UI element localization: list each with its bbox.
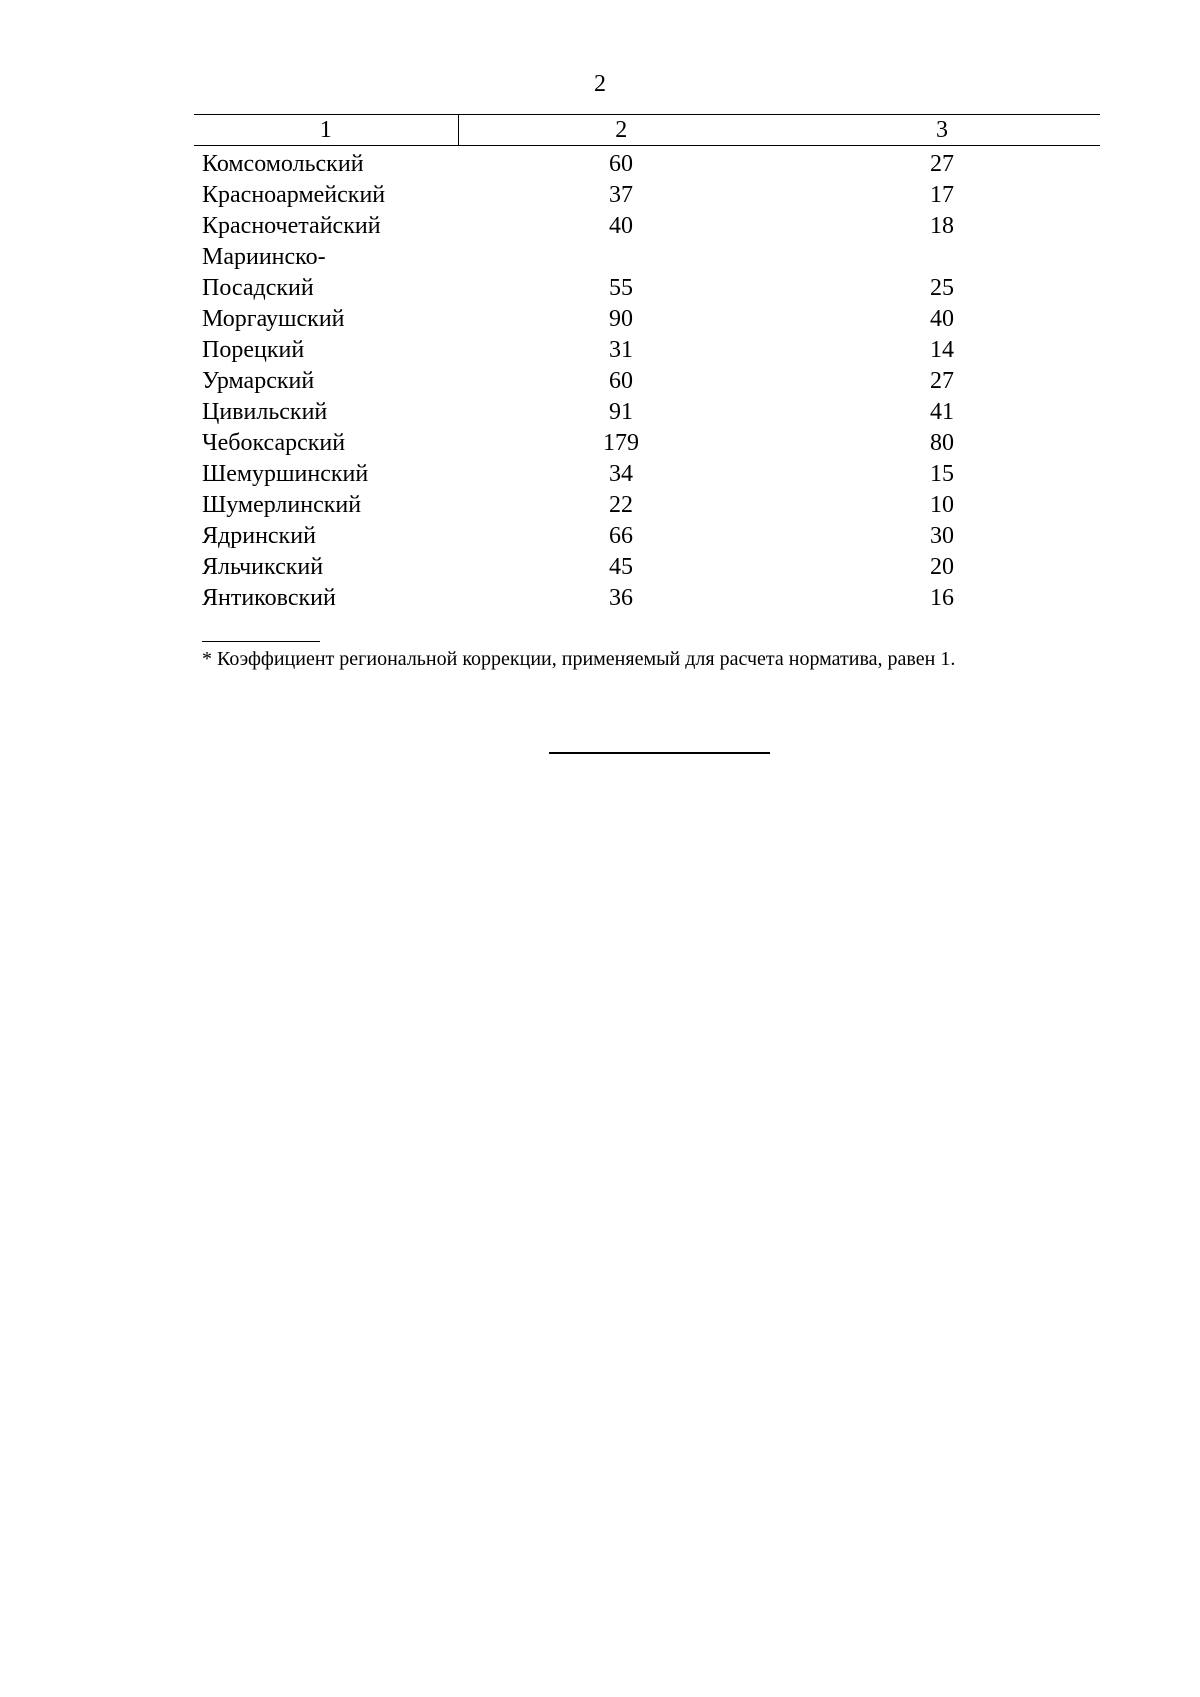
value-col3: 18	[930, 213, 954, 239]
column-header-1: 1	[194, 115, 458, 146]
value-col3: 80	[930, 430, 954, 456]
district-name: Цивильский	[202, 399, 328, 425]
district-name: Яльчикский	[202, 554, 324, 580]
column-header-3: 3	[784, 115, 1100, 146]
table-row	[194, 366, 1100, 397]
table-row	[194, 428, 1100, 459]
value-col2: 55	[609, 275, 633, 301]
district-name: Комсомольский	[202, 151, 364, 177]
column-header-2: 2	[458, 115, 784, 146]
value-col2: 90	[609, 306, 633, 332]
table-body	[194, 146, 1100, 615]
value-col3: 16	[930, 585, 954, 611]
table-row	[194, 242, 1100, 273]
table-row	[194, 180, 1100, 211]
value-col2: 45	[609, 554, 633, 580]
value-col3: 25	[930, 275, 954, 301]
data-table	[194, 114, 1100, 614]
value-col2: 40	[609, 213, 633, 239]
district-name: Чебоксарский	[202, 430, 346, 456]
value-col3: 40	[930, 306, 954, 332]
district-name: Шумерлинский	[202, 492, 362, 518]
value-col2: 31	[609, 337, 633, 363]
district-name: Ядринский	[202, 523, 316, 549]
value-col3: 17	[930, 182, 954, 208]
table-header-row	[194, 115, 1100, 146]
value-col2: 66	[609, 523, 633, 549]
value-col3: 14	[930, 337, 954, 363]
value-col3: 27	[930, 151, 954, 177]
value-col3: 10	[930, 492, 954, 518]
value-col3: 20	[930, 554, 954, 580]
district-name: Мариинско-	[202, 244, 326, 270]
table-row	[194, 583, 1100, 614]
district-name: Порецкий	[202, 337, 305, 363]
table-row	[194, 273, 1100, 304]
value-col2: 22	[609, 492, 633, 518]
value-col3: 41	[930, 399, 954, 425]
table-row	[194, 459, 1100, 490]
value-col2: 60	[609, 151, 633, 177]
value-col3: 27	[930, 368, 954, 394]
value-col2: 36	[609, 585, 633, 611]
value-col2: 60	[609, 368, 633, 394]
data-table-container	[194, 114, 1100, 614]
page-number: 2	[594, 71, 606, 97]
table-row	[194, 397, 1100, 428]
table-row	[194, 146, 1100, 181]
value-col2	[458, 242, 784, 273]
table-row	[194, 335, 1100, 366]
value-col2: 91	[609, 399, 633, 425]
footnote-separator	[202, 641, 320, 642]
table-row	[194, 490, 1100, 521]
value-col2: 37	[609, 182, 633, 208]
table-row	[194, 211, 1100, 242]
district-name: Красночетайский	[202, 213, 381, 239]
value-col3	[784, 242, 1100, 273]
table-row	[194, 304, 1100, 335]
table-row	[194, 552, 1100, 583]
footnote: * Коэффициент региональной коррекции, применяемый для расчета норматива, равен 1.	[202, 648, 956, 670]
district-name: Янтиковский	[202, 585, 336, 611]
district-name: Урмарский	[202, 368, 315, 394]
district-name: Красноармейский	[202, 182, 386, 208]
document-end-line	[549, 752, 770, 754]
value-col3: 15	[930, 461, 954, 487]
value-col2: 179	[603, 430, 639, 456]
district-name: Шемуршинский	[202, 461, 369, 487]
district-name: Посадский	[202, 275, 314, 301]
table-row	[194, 521, 1100, 552]
district-name: Моргаушский	[202, 306, 345, 332]
value-col3: 30	[930, 523, 954, 549]
value-col2: 34	[609, 461, 633, 487]
